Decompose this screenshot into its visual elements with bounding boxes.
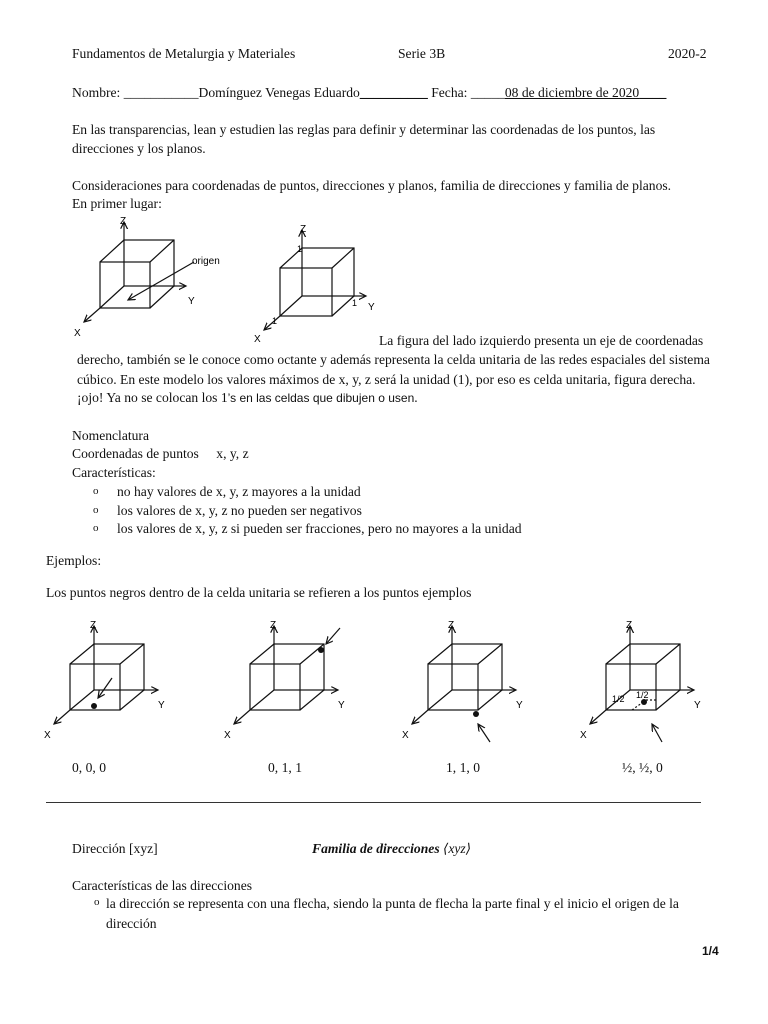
course-title: Fundamentos de Metalurgia y Materiales	[72, 46, 296, 61]
example-coords-1: 0, 0, 0	[72, 760, 106, 775]
points-label: Coordenadas de puntos	[72, 446, 199, 461]
left-z-label: Z	[120, 216, 127, 227]
example-point-2	[318, 647, 324, 653]
cube-1-z-label: Z	[90, 620, 97, 631]
example-point-1	[91, 703, 97, 709]
series-label: Serie 3B	[398, 46, 446, 61]
page-number: 1/4	[702, 944, 719, 958]
bullet-marker: o	[93, 485, 99, 497]
cube-4-x-label: X	[580, 730, 587, 741]
right-y-label: Y	[368, 302, 375, 313]
bullet-text: no hay valores de x, y, z mayores a la unidad	[117, 484, 361, 499]
description-line-3: cúbico. En este modelo los valores máximos de x, y, z será la unidad (1), por eso es celda unitaria, figura derecha.	[77, 372, 696, 387]
examples-figure	[40, 612, 730, 747]
section-divider	[46, 802, 701, 803]
example-cube-1	[54, 626, 158, 724]
cube-4-y-label: Y	[694, 700, 701, 711]
unit-label-z: 1	[297, 244, 303, 254]
example-cube-4	[590, 626, 694, 742]
example-point-3	[473, 711, 479, 717]
name-value: Domínguez Venegas Eduardo	[198, 85, 360, 100]
note-part-a: ¡ojo! Ya no se colocan los 1	[77, 390, 228, 405]
left-y-label: Y	[188, 296, 195, 307]
right-x-label: X	[254, 334, 261, 345]
considerations-line-2: En primer lugar:	[72, 196, 162, 211]
unit-label-x: 1	[272, 316, 278, 326]
unit-label-y: 1	[352, 298, 358, 308]
date-trail: ____	[639, 85, 667, 100]
term-label: 2020-2	[668, 46, 707, 61]
left-unit-cube	[84, 222, 194, 322]
note-part-c: .	[414, 390, 418, 405]
cube-4-half-b: 1/2	[636, 690, 649, 700]
cube-3-y-label: Y	[516, 700, 523, 711]
cube-3-z-label: Z	[448, 620, 455, 631]
intro-line-1: En las transparencias, lean y estudien las reglas para definir y determinar las coordenadas de los puntos, las	[72, 122, 656, 137]
cube-2-z-label: Z	[270, 620, 277, 631]
direction-characteristics-title: Características de las direcciones	[72, 878, 253, 893]
nomenclature-title: Nomenclatura	[72, 428, 149, 443]
cube-1-x-label: X	[44, 730, 51, 741]
cube-1-y-label: Y	[158, 700, 165, 711]
direction-bullet-marker: o	[94, 896, 100, 908]
cube-4-z-label: Z	[626, 620, 633, 631]
direction-family-notation: ⟨xyz⟩	[443, 841, 471, 856]
cube-2-x-label: X	[224, 730, 231, 741]
examples-caption: Los puntos negros dentro de la celda unitaria se refieren a los puntos ejemplos	[46, 585, 472, 600]
cube-3-x-label: X	[402, 730, 409, 741]
example-coords-4: ½, ½, 0	[622, 760, 663, 775]
description-line-2: derecho, también se le conoce como octante y además representa la celda unitaria de las redes espaciales del sistema	[77, 352, 710, 367]
example-cube-2	[234, 626, 340, 724]
direction-bullet-line-1: la dirección se representa con una flecha, siendo la punta de flecha la parte final y el inicio el origen de la	[106, 896, 679, 911]
description-line-1: La figura del lado izquierdo presenta un eje de coordenadas	[379, 333, 704, 348]
points-value: x, y, z	[216, 446, 249, 461]
list-item	[93, 503, 362, 519]
bullet-marker: o	[93, 504, 99, 516]
direction-family-label: Familia de direcciones	[312, 841, 440, 856]
example-cube-3	[412, 626, 516, 742]
bullet-text: los valores de x, y, z si pueden ser fracciones, pero no mayores a la unidad	[117, 521, 522, 536]
description-line-4	[77, 390, 418, 406]
origin-label: origen	[192, 256, 220, 267]
considerations-line-1: Consideraciones para coordenadas de puntos, direcciones y planos, familia de direcciones y familia de planos.	[72, 178, 672, 193]
example-coords-2: 0, 1, 1	[268, 760, 302, 775]
bullet-marker: o	[93, 522, 99, 534]
examples-title: Ejemplos:	[46, 553, 102, 568]
direction-label: Dirección [xyz]	[72, 841, 158, 856]
name-date-line	[72, 85, 666, 101]
characteristics-title: Características:	[72, 465, 156, 480]
direction-family	[312, 841, 471, 857]
right-unit-cube	[264, 230, 366, 330]
date-value: 08 de diciembre de 2020	[504, 85, 640, 100]
date-label: Fecha: _____	[431, 85, 505, 100]
right-z-label: Z	[300, 224, 307, 235]
intro-line-2: direcciones y los planos.	[72, 141, 206, 156]
points-coordinates	[72, 446, 249, 462]
cube-2-y-label: Y	[338, 700, 345, 711]
coordinate-axes-figure	[60, 212, 380, 347]
list-item	[93, 484, 361, 500]
list-item	[93, 521, 522, 537]
bullet-text: los valores de x, y, z no pueden ser negativos	[117, 503, 362, 518]
cube-4-half-a: 1/2	[612, 694, 625, 704]
left-x-label: X	[74, 328, 81, 339]
name-label: Nombre: ___________	[72, 85, 199, 100]
example-coords-3: 1, 1, 0	[446, 760, 480, 775]
name-trail: __________	[359, 85, 428, 100]
direction-bullet-line-2: dirección	[106, 916, 157, 931]
note-part-b: ’s en las celdas que dibujen o usen	[227, 391, 415, 405]
